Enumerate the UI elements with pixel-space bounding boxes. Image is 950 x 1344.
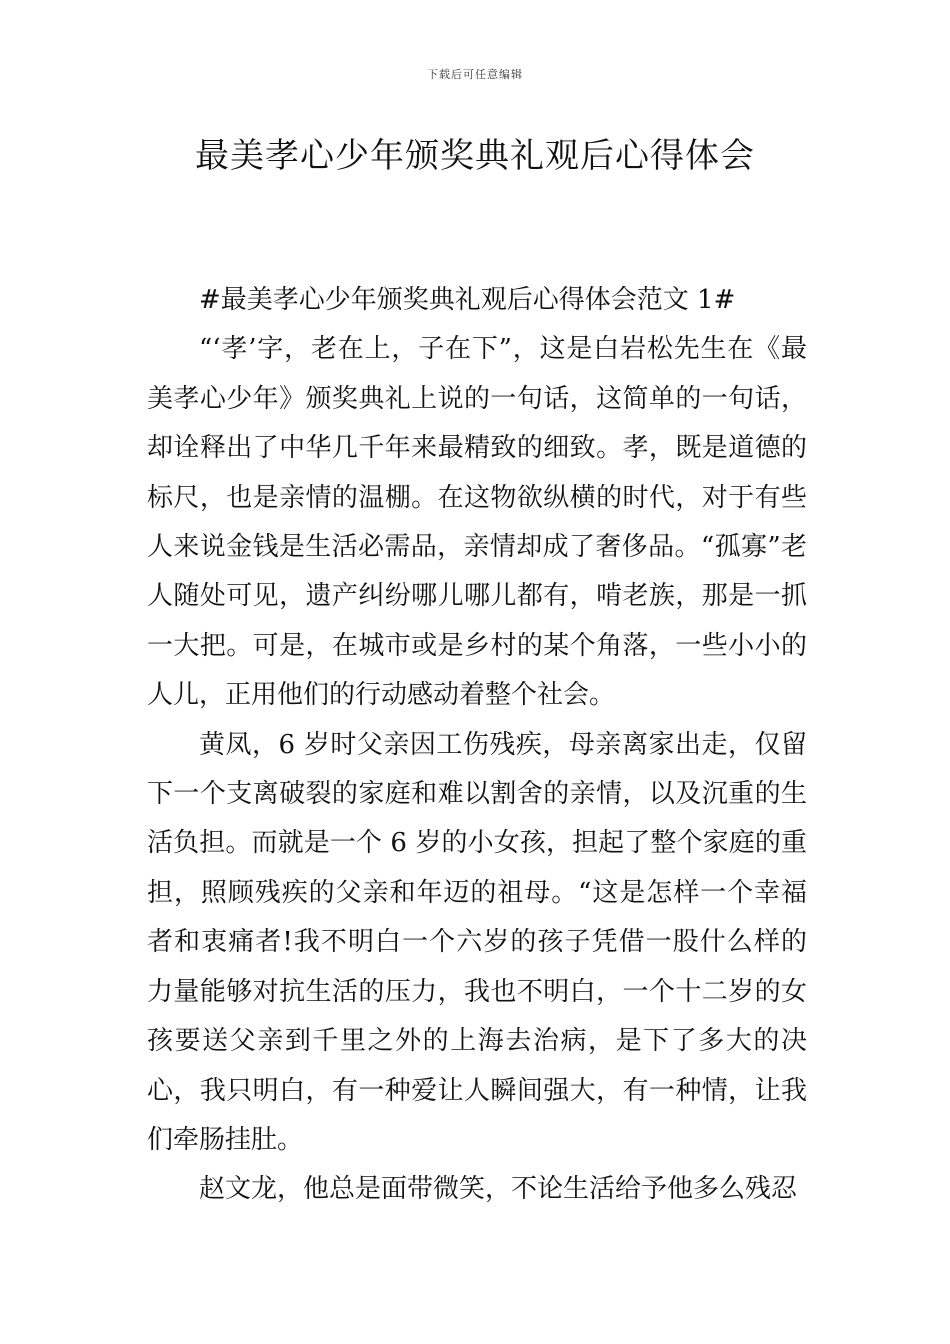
section-heading: #最美孝心少年颁奖典礼观后心得体会范文 1# [199, 285, 736, 315]
paragraph-zhaowenlong: 赵文龙，他总是面带微笑，不论生活给予他多么残忍 [199, 1174, 798, 1205]
header-note: 下载后可任意编辑 [427, 68, 523, 81]
paragraph-intro: “‘孝’字，老在上，子在下”，这是白岩松先生在《最美孝心少年》颁奖典礼上说的一句话，这简单的一句话，却诠释出了中华几千年来最精致的细致。孝，既是道德的标尺，也是亲情的温棚。在这物欲纵横的时代，对于有些人来说金钱是生活必需品，亲情却成了奢侈品。“孤寡”老人随处可见，遗产纠纷哪儿哪儿都有，啃老族，那是一抓一大把。可是，在城市或是乡村的某个角落，一些小小的人儿，正用他们的行动感动着整个社会。 [147, 334, 807, 711]
document-title: 最美孝心少年颁奖典礼观后心得体会 [195, 136, 755, 176]
paragraph-huangfeng: 黄凤，6 岁时父亲因工伤残疾，母亲离家出走，仅留下一个支离破裂的家庭和难以割舍的亲情，以及沉重的生活负担。而就是一个 6 岁的小女孩，担起了整个家庭的重担，照顾残疾的父亲和年迈的祖母。“这是怎样一个幸福者和衷痛者!我不明白一个六岁的孩子凭借一股什么样的力量能够对抗生活的压力，我也不明白，一个十二岁的女孩要送父亲到千里之外的上海去治病，是下了多大的决心，我只明白，有一种爱让人瞬间强大，有一种情，让我们牵肠挂肚。 [147, 729, 807, 1155]
document-body [147, 276, 807, 1215]
